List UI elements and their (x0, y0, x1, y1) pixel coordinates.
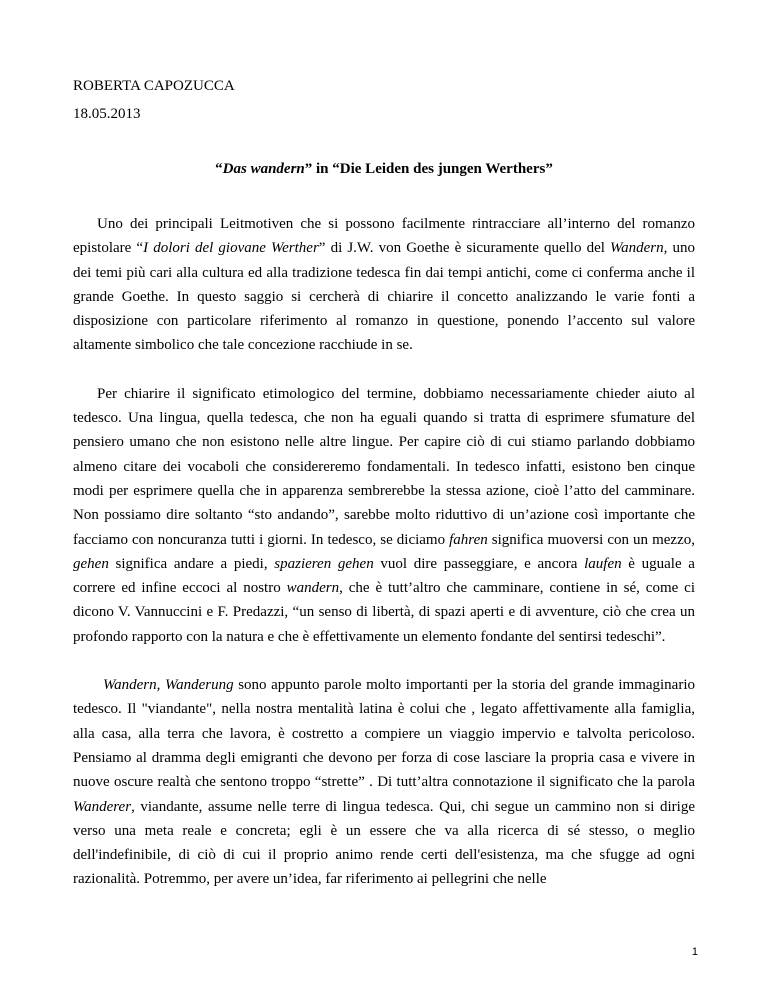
italic-run: gehen (73, 555, 109, 572)
text-run: ” di J.W. von Goethe è sicuramente quello del (318, 240, 611, 257)
italic-run: wandern (286, 580, 340, 597)
text-run: significa muoversi con un mezzo, (487, 531, 695, 548)
text-run: è uguale a correre ed infine eccoci al nostro (73, 555, 695, 597)
page-number: 1 (691, 946, 698, 958)
paragraph-2 (73, 382, 695, 649)
text-run: sono appunto parole molto importanti per la storia del grande immaginario tedesco. Il "viandante", nella nostra mentalità latina è colui che , legato affettivamente alla famiglia, alla casa, alla terra che lavora, è costretto a compiere un viaggio impervio e talvolta pericoloso. Pensiamo al dramma degli emigranti che devono per forza di cose lasciare la propria casa e vivere in nuove oscure realtà che sentono troppo “strette” . Di tutt’altra connotazione il significato che la parola (73, 677, 695, 791)
title-rest: ” in “Die Leiden des jungen Werthers” (304, 161, 553, 177)
italic-run: laufen (584, 555, 622, 572)
title-italic: Das wandern (222, 161, 305, 177)
italic-run: I dolori del giovane Werther (143, 240, 319, 257)
paragraph-1 (73, 212, 695, 358)
text-run: Uno dei principali Leitmotiven che si possono facilmente rintracciare all’interno del romanzo epistolare “ (73, 216, 695, 257)
document-date: 18.05.2013 (73, 106, 141, 122)
italic-run: spazieren gehen (274, 555, 374, 572)
text-run: vuol dire passeggiare, e ancora (373, 555, 585, 572)
text-run: , viandante, assume nelle terre di lingua tedesca. Qui, chi segue un cammino non si dirige verso una meta reale e concreta; egli è un essere che va alla ricerca di sé stesso, o meglio dell'indefinibile, di ciò di cui il proprio animo rende certi dell'esistenza, ma che sfugge ad ogni razionalità. Potremmo, per avere un’idea, far riferimento ai pellegrini che nelle (73, 798, 695, 888)
text-run: significa andare a piedi, (108, 555, 275, 572)
author-name: ROBERTA CAPOZUCCA (73, 78, 235, 94)
italic-run: Wanderer (73, 798, 132, 815)
text-run: uno dei temi più cari alla cultura ed alla tradizione tedesca fin dai tempi antichi, come ci conferma anche il grande Goethe. In questo saggio si cercherà di chiarire il concetto analizzando le varie fonti a disposizione con particolare riferimento al romanzo in questione, ponendo l’accento sul valore altamente simbolico che tale concezione racchiude in se. (73, 240, 696, 354)
essay-title (0, 160, 768, 179)
text-run: , che è tutt’altro che camminare, contiene in sé, come ci dicono V. Vannuccini e F. Predazzi, “un senso di libertà, di spazi aperti e di avventure, ciò che crea un profondo rapporto con la natura e che è effettivamente un elemento fondante del sentirsi tedeschi”. (73, 580, 695, 645)
paragraph-3 (73, 673, 695, 892)
italic-run: Wandern, Wanderung (103, 677, 234, 694)
title-open-quote: “ (215, 161, 223, 177)
text-run: Per chiarire il significato etimologico del termine, dobbiamo necessariamente chieder aiuto al tedesco. Una lingua, quella tedesca, che non ha eguali quando si tratta di esprimere sfumature del pensiero umano che non esistono nelle altre lingue. Per capire ciò di cui stiamo parlando dobbiamo almeno citare dei vocaboli che considereremo fondamentali. In tedesco infatti, esistono ben cinque modi per esprimere quella che in apparenza sembrerebbe la stessa azione, cioè l’atto del camminare. Non possiamo dire soltanto “sto andando”, sarebbe molto riduttivo di un’azione così importante che facciamo con noncuranza tutti i giorni. In tedesco, se diciamo (73, 385, 695, 548)
essay-body (73, 212, 695, 892)
italic-run: fahren (449, 531, 488, 548)
italic-run: Wandern, (610, 240, 668, 257)
